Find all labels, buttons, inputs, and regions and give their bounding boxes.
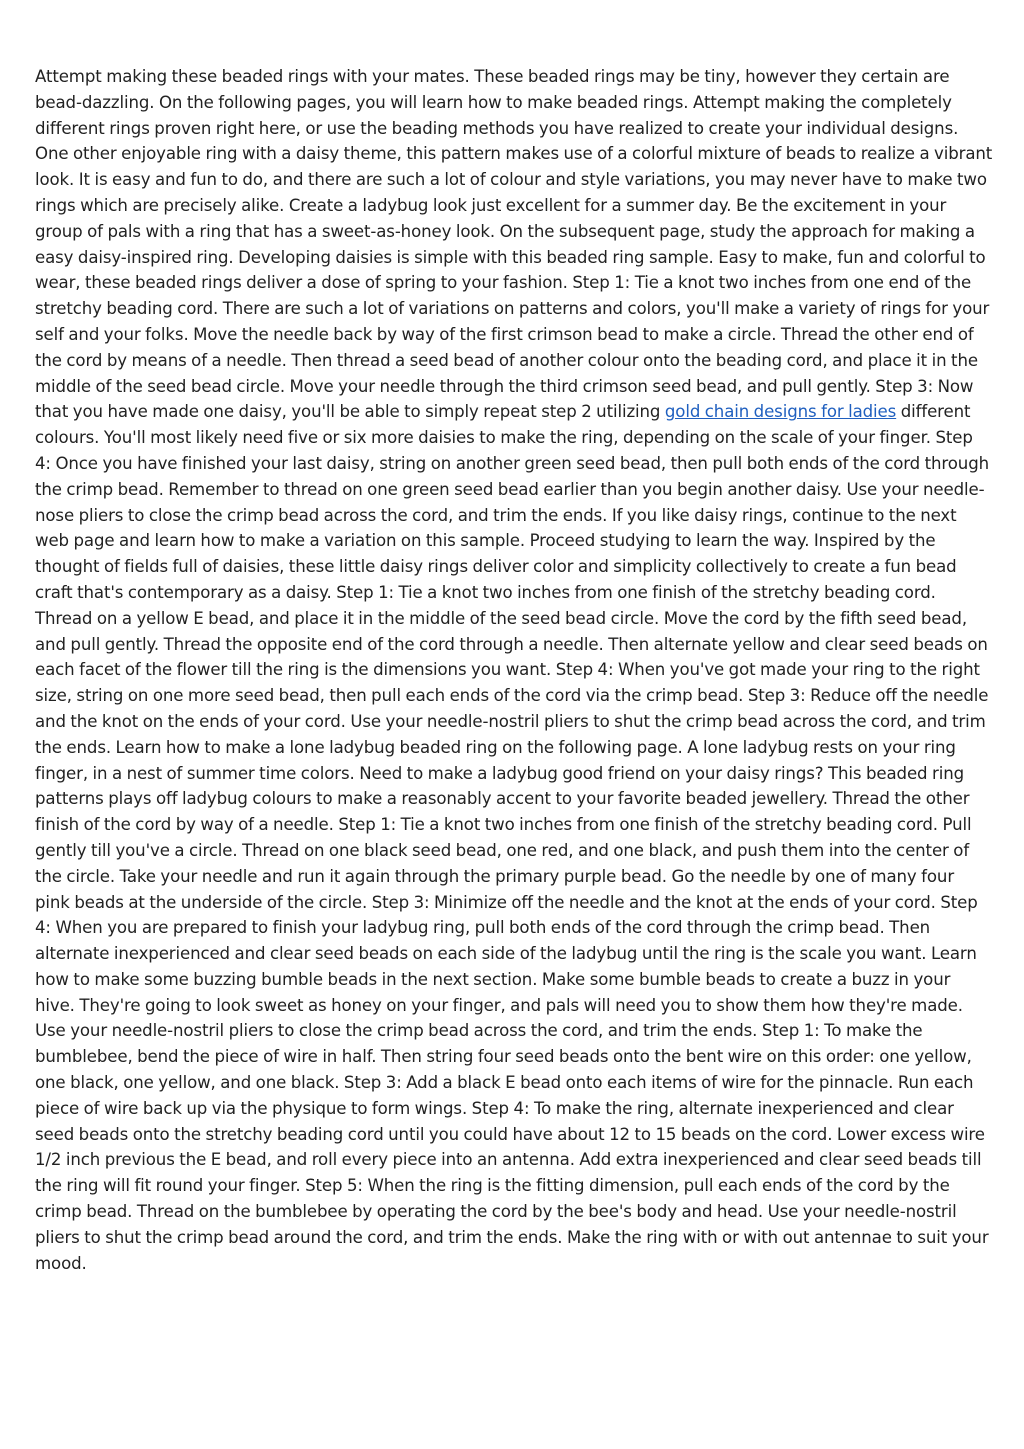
gold-chain-designs-link[interactable]: gold chain designs for ladies [664,402,897,422]
article-text-after-link: different colours. You'll most likely need five or six more daisies to make the ring, depending on the scale of your finger. Step 4: Once you have finished your last daisy, string on another green seed bead, then pull both ends of the cord through the crimp bead. Remember to thread on one green seed bead earlier than you begin another daisy. Use your needle-nose pliers to close the crimp bead across the cord, and trim the ends. If you like daisy rings, continue to the next web page and learn how to make a variation on this sample. Proceed studying to learn the way. Inspired by the thought of fields full of daisies, these little daisy rings deliver color and simplicity collectively to create a fun bead craft that's contemporary as a daisy. Step 1: Tie a knot two inches from one finish of the stretchy beading cord. Thread on a yellow E bead, and place it in the middle of the seed bead circle. Move the cord by the fifth seed bead, and pull gently. Thread the opposite end of the cord through a needle. Then alternate yellow and clear seed beads on each facet of the flower till the ring is the dimensions you want. Step 4: When you've got made your ring to the right size, string on one more seed bead, then pull each ends of the cord via the crimp bead. Step 3: Reduce off the needle and the knot on the ends of your cord. Use your needle-nostril pliers to shut the crimp bead across the cord, and trim the ends. Learn how to make a lone ladybug beaded ring on the following page. A lone ladybug rests on your ring finger, in a nest of summer time colors. Need to make a ladybug good friend on your daisy rings? This beaded ring patterns plays off ladybug colours to make a reasonably accent to your favorite beaded jewellery. Thread the other finish of the cord by way of a needle. Step 1: Tie a knot two inches from one finish of the stretchy beading cord. Pull gently till you've a circle. Thread on one black seed bead, one red, and one black, and push them into the center of the circle. Take your needle and run it again through the primary purple bead. Go the needle by one of many four pink beads at the underside of the circle. Step 3: Minimize off the needle and the knot at the ends of your cord. Step 4: When you are prepared to finish your ladybug ring, pull both ends of the cord through the crimp bead. Then alternate inexperienced and clear seed beads on each side of the ladybug until the ring is the scale you want. Learn how to make some buzzing bumble beads in the next section. Make some bumble beads to create a buzz in your hive. They're going to look sweet as honey on your finger, and pals will need you to show them how they're made. Use your needle-nostril pliers to close the crimp bead across the cord, and trim the ends. Step 1: To make the bumblebee, bend the piece of wire in half. Then string four seed beads onto the bent wire on this order: one yellow, one black, one yellow, and one black. Step 3: Add a black E bead onto each items of wire for the pinnacle. Run each piece of wire back up via the physique to form wings. Step 4: To make the ring, alternate inexperienced and clear seed beads onto the stretchy beading cord until you could have about 12 to 15 beads on the cord. Lower excess wire 1/2 inch previous the E bead, and roll every piece into an antenna. Add extra inexperienced and clear seed beads till the ring will fit round your finger. Step 5: When the ring is the fitting dimension, pull each ends of the cord by the crimp bead. Thread on the bumblebee by operating the cord by the bee's body and head. Use your needle-nostril pliers to shut the crimp bead around the cord, and trim the ends. Make the ring with or with out antennae to suit your mood. [35,402,990,1273]
article-paragraph [35,64,993,1276]
document-page [35,64,993,1276]
article-text-before-link: Attempt making these beaded rings with your mates. These beaded rings may be tiny, however they certain are bead-dazzling. On the following pages, you will learn how to make beaded rings. Attempt making the completely different rings proven right here, or use the beading methods you have realized to create your individual designs. One other enjoyable ring with a daisy theme, this pattern makes use of a colorful mixture of beads to realize a vibrant look. It is easy and fun to do, and there are such a lot of colour and style variations, you may never have to make two rings which are precisely alike. Create a ladybug look just excellent for a summer day. Be the excitement in your group of pals with a ring that has a sweet-as-honey look. On the subsequent page, study the approach for making a easy daisy-inspired ring. Developing daisies is simple with this beaded ring sample. Easy to make, fun and colorful to wear, these beaded rings deliver a dose of spring to your fashion. Step 1: Tie a knot two inches from one end of the stretchy beading cord. There are such a lot of variations on patterns and colors, you'll make a variety of rings for your self and your folks. Move the needle back by way of the first crimson bead to make a circle. Thread the other end of the cord by means of a needle. Then thread a seed bead of another colour onto the beading cord, and place it in the middle of the seed bead circle. Move your needle through the third crimson seed bead, and pull gently. Step 3: Now that you have made one daisy, you'll be able to simply repeat step 2 utilizing [35,67,993,422]
